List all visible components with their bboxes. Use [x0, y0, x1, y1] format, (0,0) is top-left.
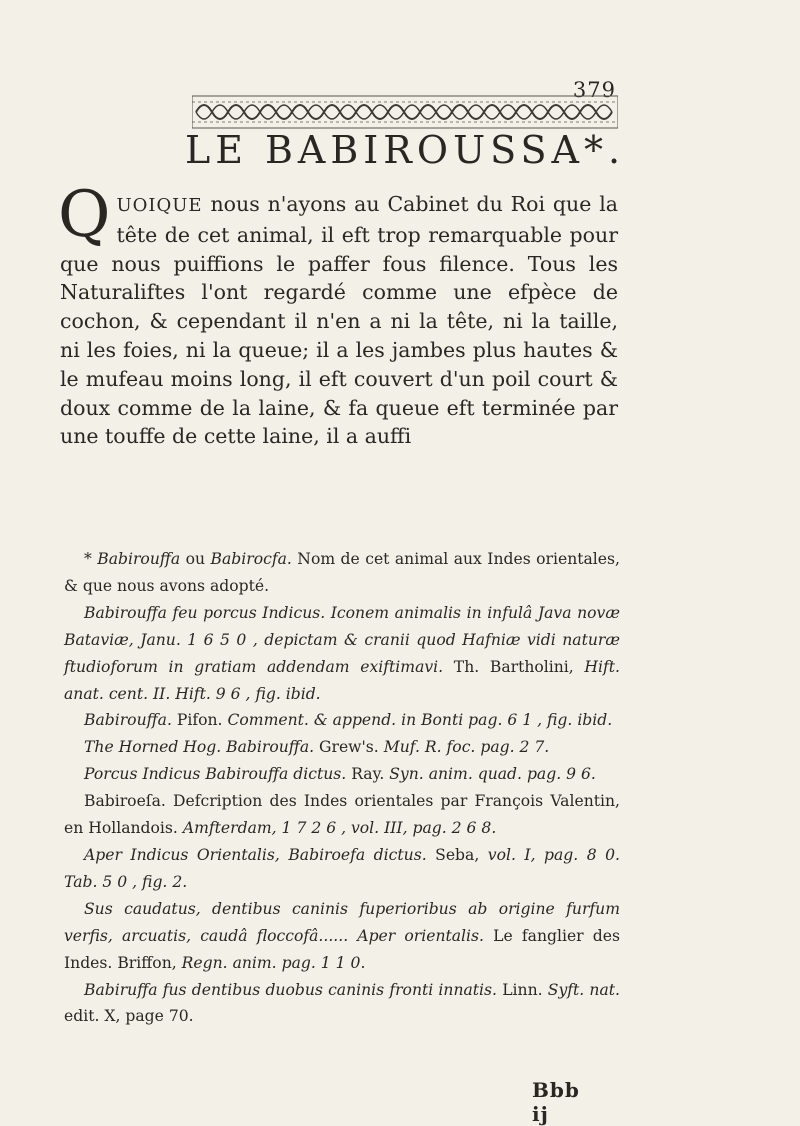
footnote-3: [64, 707, 620, 734]
footnote-6-text: Babiroeſa. Defcription des Indes orientales par François Valentin, en Hollandois.: [64, 792, 620, 838]
footnote-2-latin: Babirouffa feu porcus Indicus. Iconem animalis in infulâ Java novæ Bataviæ, Janu. 1 6 5 0 , depictam & cranii quod Hafniæ vidi naturæ ftudioforum in gratiam addendam exiftimavi.: [64, 603, 620, 676]
footnote-9: [64, 977, 620, 1031]
footnote-1-text-a: ou: [180, 550, 211, 568]
footnote-8: [64, 896, 620, 977]
footnote-4-term: The Horned Hog. Babirouffa.: [84, 738, 315, 757]
footnote-9-latin: Babiruffa fus dentibus duobus caninis fronti innatis.: [84, 980, 498, 999]
main-body-text: nous n'ayons au Cabinet du Roi que la tête de cet animal, il eft trop remarquable pour que nous puiffions le paffer fous filence. Tous les Naturaliftes l'ont regardé comme une efpèce de cochon, & cependant il n'en a ni la tête, ni la taille, ni les foies, ni la queue; il a les jambes plus hautes & le mufeau moins long, il eft couvert d'un poil court & doux comme de la laine, & fa queue eft terminée par une touffe de cette laine, il a auffi: [60, 192, 618, 449]
footnote-9-author: Linn.: [497, 980, 548, 999]
page-number: 379: [572, 78, 616, 102]
footnote-9-ref: Syft. nat.: [547, 980, 620, 999]
footnote-5-ref: Syn. anim. quad. pag. 9 6.: [389, 765, 596, 784]
footnote-8-ref: Regn. anim. pag. 1 1 0.: [181, 953, 366, 972]
footnote-2-ref: Hift. anat. cent. II. Hift. 9 6 , fig. ibid.: [64, 657, 620, 703]
footnote-3-author: Pifon.: [171, 711, 228, 730]
footnote-1-term: Babirouffa: [97, 550, 181, 568]
footnote-9-edition: edit. X, page 70.: [64, 1007, 194, 1026]
footnote-2: [64, 600, 620, 708]
footnote-8-latin: Sus caudatus, dentibus caninis fuperioribus ab origine furfum verfis, arcuatis, caudâ floccofâ...... Aper orientalis.: [64, 899, 620, 945]
footnote-4: [64, 734, 620, 761]
footnote-5: [64, 761, 620, 788]
footnote-7-ref: vol. I, pag. 8 0. Tab. 5 0 , fig. 2.: [64, 845, 620, 891]
signature-mark: Bbb ij: [532, 1078, 580, 1126]
footnote-1-term-b: Babirocfa.: [210, 550, 292, 568]
footnote-6: [64, 788, 620, 842]
footnote-5-term: Porcus Indicus Babirouffa dictus.: [84, 765, 347, 784]
footnote-2-author: Th. Bartholini,: [443, 657, 585, 676]
footnote-4-author: Grew's.: [314, 738, 384, 757]
footnote-1-text-b: Nom de cet animal aux Indes orientales, & que nous avons adopté.: [64, 550, 620, 595]
footnotes: [64, 546, 620, 1030]
footnote-3-term: Babirouffa.: [84, 711, 172, 730]
footnote-8-author: Le fanglier des Indes. Briffon,: [64, 926, 620, 972]
footnote-5-author: Ray.: [346, 765, 390, 784]
footnote-7-author: Seba,: [426, 845, 488, 864]
footnote-6-ref: Amfterdam, 1 7 2 6 , vol. III, pag. 2 6 8.: [182, 819, 497, 838]
main-paragraph: [58, 178, 618, 451]
drop-cap: Q: [58, 178, 111, 252]
footnote-7: [64, 842, 620, 896]
footnote-3-ref: Comment. & append. in Bonti pag. 6 1 , fig. ibid.: [227, 711, 613, 730]
footnote-1: [64, 546, 620, 600]
footnote-7-term: Aper Indicus Orientalis, Babiroefa dictus.: [84, 845, 427, 864]
decorative-header-band: [192, 94, 618, 130]
footnote-4-ref: Muf. R. foc. pag. 2 7.: [383, 738, 550, 757]
footnote-marker: *: [84, 550, 92, 568]
chapter-title: LE BABIROUSSA*.: [184, 128, 626, 172]
lead-in-word: UOIQUE: [116, 195, 203, 216]
